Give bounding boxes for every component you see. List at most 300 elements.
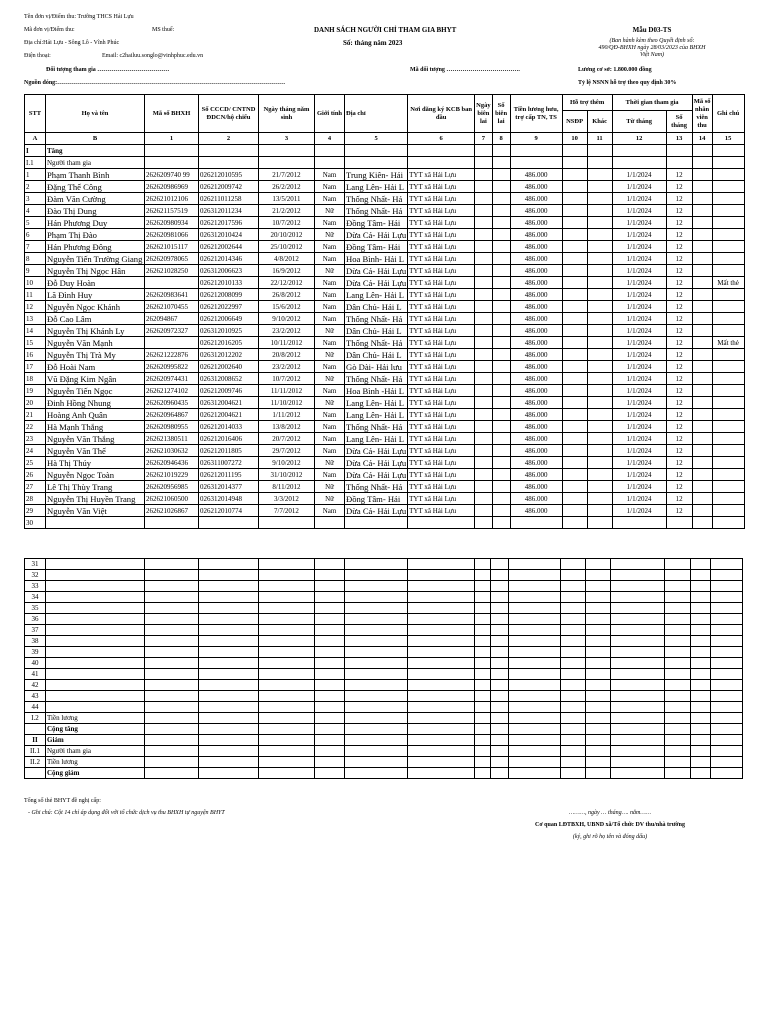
cell-name: Đặng Thế Công	[46, 181, 145, 193]
cell-empty	[692, 277, 712, 289]
cell-empty	[199, 647, 259, 658]
cell-salary: 486.000	[510, 409, 562, 421]
cell-empty	[475, 457, 492, 469]
cell-empty	[199, 724, 259, 735]
cell-kcb	[408, 517, 475, 529]
cell-empty	[562, 349, 587, 361]
cell-empty	[691, 636, 711, 647]
cell-empty	[491, 757, 509, 768]
cell-empty	[587, 337, 612, 349]
cell-gender: Nữ	[315, 373, 345, 385]
cell-empty	[587, 373, 612, 385]
cell-empty	[492, 481, 510, 493]
cell-empty	[561, 735, 586, 746]
cell-months: 12	[666, 349, 692, 361]
cell-empty	[561, 603, 586, 614]
column-index-cell: 14	[692, 133, 712, 145]
cell-stt: 19	[25, 385, 46, 397]
continuation-table	[24, 558, 743, 779]
cell-empty	[561, 592, 586, 603]
cell-empty	[665, 757, 691, 768]
cell-addr: Dân Chủ- Hải L	[345, 301, 408, 313]
cell-empty	[345, 768, 408, 779]
cell-empty	[562, 385, 587, 397]
cell-empty	[611, 735, 665, 746]
table-row	[25, 592, 743, 603]
cell-name: Hán Phương Duy	[46, 217, 145, 229]
cell-addr: Dừa Cả- Hải Lựu	[346, 505, 407, 516]
cell-name: Nguyễn Tiến Ngọc	[46, 385, 145, 397]
cell-empty	[345, 559, 408, 570]
cell-empty	[587, 409, 612, 421]
cell-note	[712, 217, 744, 229]
cell-empty	[491, 702, 509, 713]
cell-dob: 8/11/2012	[259, 481, 315, 493]
cell-from: 1/1/2024	[612, 337, 666, 349]
table-row	[25, 325, 745, 337]
section-salary-row	[25, 713, 743, 724]
cell-empty	[691, 735, 711, 746]
cell-empty	[315, 691, 345, 702]
cell-empty	[691, 625, 711, 636]
cell-empty	[475, 469, 492, 481]
table-row	[25, 313, 745, 325]
cell-salary: 486.000	[510, 337, 562, 349]
cell-empty	[491, 746, 509, 757]
cell-empty	[611, 625, 665, 636]
cell-empty	[587, 469, 612, 481]
cell-empty	[587, 349, 612, 361]
cell-dob: 1/11/2012	[259, 409, 315, 421]
cell-empty	[259, 592, 315, 603]
cell-stt: 4	[25, 205, 46, 217]
cell-dob: 13/8/2012	[259, 421, 315, 433]
cell-empty	[665, 636, 691, 647]
cell-empty	[408, 735, 475, 746]
cell-dob: 11/10/2012	[259, 397, 315, 409]
cell-months: 12	[666, 493, 692, 505]
cell-empty	[665, 691, 691, 702]
cell-note	[712, 445, 744, 457]
cell-empty	[586, 702, 611, 713]
table-row	[25, 421, 745, 433]
cell-addr: Lang Lên- Hải L	[345, 289, 408, 301]
cell-empty	[711, 713, 743, 724]
cell-empty	[199, 570, 259, 581]
cell-gender: Nữ	[315, 481, 345, 493]
cell-empty	[145, 691, 199, 702]
cell-gender: Nữ	[315, 397, 345, 409]
cell-empty	[475, 746, 491, 757]
cell-empty	[315, 625, 345, 636]
cell-empty	[692, 301, 712, 313]
cell-empty	[692, 505, 712, 517]
cell-empty	[562, 493, 587, 505]
cell-note	[712, 361, 744, 373]
cell-empty	[691, 746, 711, 757]
cell-name: Nguyễn Thị Huyền Trang	[46, 493, 145, 505]
cell-gender: Nam	[315, 445, 345, 457]
cell-empty	[491, 647, 509, 658]
cell-dob: 9/10/2012	[259, 457, 315, 469]
cell-empty	[408, 625, 475, 636]
cell-empty	[475, 702, 491, 713]
cell-empty	[259, 647, 315, 658]
cell-stt: 7	[25, 241, 46, 253]
cell-empty	[475, 481, 492, 493]
cell-empty	[475, 181, 492, 193]
cell-months: 12	[666, 433, 692, 445]
cell-note	[712, 397, 744, 409]
cell-empty	[199, 702, 259, 713]
cell-empty	[711, 614, 743, 625]
cell-addr: Đồng Tâm- Hải	[345, 217, 408, 229]
cell-empty	[692, 385, 712, 397]
cell-empty	[692, 409, 712, 421]
cell-empty	[611, 724, 665, 735]
cell-empty	[586, 636, 611, 647]
cell-name: Vũ Đặng Kim Ngân	[46, 373, 145, 385]
cell-empty	[492, 169, 510, 181]
col-receipt-date: Ngày biên lai	[475, 95, 492, 133]
cell-stt: 29	[25, 505, 46, 517]
cell-empty	[199, 559, 259, 570]
cell-empty	[492, 253, 510, 265]
cell-note	[712, 493, 744, 505]
cell-empty	[199, 669, 259, 680]
cell-empty	[611, 713, 665, 724]
table-row	[25, 229, 745, 241]
cell-stt: 5	[25, 217, 46, 229]
cell-stt: 44	[25, 702, 46, 713]
cell-empty	[145, 735, 199, 746]
cell-stt: 21	[25, 409, 46, 421]
cell-empty	[586, 592, 611, 603]
cell-empty	[315, 669, 345, 680]
cell-label	[46, 636, 145, 647]
table-row	[25, 517, 745, 529]
cell-gender: Nữ	[315, 265, 345, 277]
cell-kcb: TYT xã Hải Lựu	[408, 229, 475, 241]
cell-salary: 486.000	[510, 469, 562, 481]
cell-empty	[315, 570, 345, 581]
cell-addr: Dừa Cả- Hải Lựu	[346, 469, 407, 480]
cell-empty	[691, 702, 711, 713]
cell-label	[46, 603, 145, 614]
cell-empty	[561, 746, 586, 757]
cell-empty	[315, 746, 345, 757]
cell-months: 12	[666, 361, 692, 373]
cell-from: 1/1/2024	[612, 457, 666, 469]
cell-bhxh: 2626209740 99	[145, 169, 199, 181]
cell-empty	[711, 702, 743, 713]
cell-empty	[199, 713, 259, 724]
cell-dob: 26/2/2012	[259, 181, 315, 193]
cell-label	[46, 647, 145, 658]
column-index-cell: 8	[492, 133, 510, 145]
cell-kcb: TYT xã Hải Lựu	[408, 505, 475, 517]
cell-empty	[491, 603, 509, 614]
column-index-cell: B	[46, 133, 145, 145]
cell-empty	[692, 337, 712, 349]
cell-salary: 486.000	[510, 229, 562, 241]
cell-from: 1/1/2024	[612, 301, 666, 313]
cell-empty	[691, 768, 711, 779]
cell-empty	[199, 625, 259, 636]
cell-gender: Nam	[315, 181, 345, 193]
cell-empty	[562, 421, 587, 433]
cell-empty	[199, 658, 259, 669]
cell-stt: 43	[25, 691, 46, 702]
cell-gender: Nam	[315, 241, 345, 253]
cell-months: 12	[666, 241, 692, 253]
cell-empty	[562, 313, 587, 325]
cell-bhxh: 262620981066	[145, 229, 199, 241]
cell-dob: 26/8/2012	[259, 289, 315, 301]
cell-stt: 34	[25, 592, 46, 603]
cell-empty	[492, 517, 510, 529]
cell-stt: 31	[25, 559, 46, 570]
column-index-cell: 7	[475, 133, 492, 145]
cell-empty	[259, 658, 315, 669]
subject-group: Đối tượng tham gia ………………………………	[46, 67, 170, 73]
cell-empty	[492, 421, 510, 433]
cell-name: Hà Mạnh Thắng	[46, 421, 145, 433]
cell-empty	[475, 757, 491, 768]
cell-stt: 13	[25, 313, 46, 325]
cell-dob: 23/2/2012	[259, 361, 315, 373]
cell-bhxh: 262621030632	[145, 445, 199, 457]
cell-empty	[561, 625, 586, 636]
column-index-cell: 6	[408, 133, 475, 145]
cell-empty	[492, 181, 510, 193]
table-row	[25, 658, 743, 669]
cell-cccd: 026212009746	[199, 385, 259, 397]
cell-stt: 11	[25, 289, 46, 301]
cell-empty	[199, 636, 259, 647]
section-dec-salary-row	[25, 757, 743, 768]
participant-table	[24, 94, 745, 529]
document-number: Số: tháng năm 2023	[343, 39, 403, 47]
cell-empty	[345, 702, 408, 713]
cell-addr: Đồng Tâm- Hải	[345, 493, 408, 505]
cell-empty	[509, 603, 561, 614]
cell-empty	[587, 361, 612, 373]
cell-empty	[475, 493, 492, 505]
cell-empty	[492, 373, 510, 385]
cell-empty	[315, 581, 345, 592]
cell-empty	[492, 289, 510, 301]
cell-empty	[475, 713, 491, 724]
cell-cccd: 026212004621	[199, 409, 259, 421]
cell-dob: 21/2/2012	[259, 205, 315, 217]
cell-empty	[315, 713, 345, 724]
table-row	[25, 603, 743, 614]
support-rate: Tỷ lệ NSNN hỗ trợ theo quy định 30%	[578, 80, 677, 86]
cell-dob: 21/7/2012	[259, 169, 315, 181]
cell-empty	[691, 757, 711, 768]
cell-from: 1/1/2024	[612, 217, 666, 229]
total-cards: Tổng số thẻ BHYT đề nghị cấp:	[24, 798, 101, 804]
cell-from: 1/1/2024	[612, 421, 666, 433]
section-decrease-row	[25, 735, 743, 746]
cell-cccd: 026212010774	[199, 505, 259, 517]
cell-empty	[692, 205, 712, 217]
cell-empty	[665, 559, 691, 570]
cell-empty	[492, 337, 510, 349]
cell-empty	[408, 559, 475, 570]
cell-kcb: TYT xã Hải Lựu	[408, 265, 475, 277]
cell-empty	[475, 559, 491, 570]
column-index-cell: 9	[510, 133, 562, 145]
cell-empty	[145, 713, 199, 724]
cell-empty	[475, 373, 492, 385]
cell-gender: Nam	[315, 409, 345, 421]
cell-months: 12	[666, 289, 692, 301]
cell-empty	[586, 757, 611, 768]
cell-empty	[691, 691, 711, 702]
cell-empty	[587, 181, 612, 193]
cell-empty	[561, 647, 586, 658]
table-row	[25, 277, 745, 289]
cell-empty	[611, 658, 665, 669]
cell-empty	[561, 702, 586, 713]
cell-bhxh: 262620972327	[145, 325, 199, 337]
cell-empty	[561, 724, 586, 735]
cell-empty	[665, 603, 691, 614]
cell-stt: 38	[25, 636, 46, 647]
cell-bhxh: 262620964867	[145, 409, 199, 421]
cell-empty	[475, 724, 491, 735]
col-receipt-no: Số biên lai	[492, 95, 510, 133]
cell-empty	[315, 757, 345, 768]
cell-empty	[315, 614, 345, 625]
cell-addr: Thống Nhất- Hả	[345, 205, 408, 217]
cell-empty	[509, 559, 561, 570]
cell-empty	[475, 517, 492, 529]
cell-months: 12	[666, 421, 692, 433]
cell-cccd: 026212014346	[199, 253, 259, 265]
cell-empty	[145, 625, 199, 636]
cell-empty	[692, 253, 712, 265]
cell-cccd: 026211011258	[199, 193, 259, 205]
cell-empty	[692, 181, 712, 193]
cell-name: Hà Thị Thúy	[46, 457, 145, 469]
cell-empty	[475, 625, 491, 636]
unit-name: Tên đơn vị/Điểm thu: Trường THCS Hải Lựu	[24, 14, 134, 20]
cell-empty	[492, 493, 510, 505]
table-row	[25, 691, 743, 702]
col-stt: STT	[25, 95, 46, 133]
cell-stt: 33	[25, 581, 46, 592]
cell-empty	[259, 570, 315, 581]
cell-stt: 30	[25, 517, 46, 529]
cell-dob: 20/7/2012	[259, 433, 315, 445]
cell-empty	[315, 702, 345, 713]
cell-from: 1/1/2024	[612, 481, 666, 493]
cell-empty	[587, 445, 612, 457]
table-row	[25, 217, 745, 229]
cell-empty	[345, 603, 408, 614]
cell-months: 12	[666, 277, 692, 289]
cell-salary: 486.000	[510, 181, 562, 193]
cell-empty	[587, 253, 612, 265]
cell-empty	[315, 559, 345, 570]
cell-empty	[475, 680, 491, 691]
cell-bhxh: 262621380511	[145, 433, 199, 445]
cell-empty	[562, 301, 587, 313]
table-row	[25, 169, 745, 181]
cell-empty	[259, 680, 315, 691]
cell-salary: 486.000	[510, 169, 562, 181]
cell-name: Đỗ Cao Lâm	[46, 313, 145, 325]
cell-empty	[586, 658, 611, 669]
unit-phone: Điện thoại:	[24, 53, 51, 59]
cell-empty	[492, 205, 510, 217]
cell-label	[46, 614, 145, 625]
cell-addr: Lang Lên- Hải L	[345, 433, 408, 445]
column-index-cell: 13	[666, 133, 692, 145]
cell-empty	[611, 603, 665, 614]
cell-empty	[199, 603, 259, 614]
column-index-cell: 15	[712, 133, 744, 145]
cell-empty	[562, 373, 587, 385]
cell-empty	[492, 361, 510, 373]
table-row	[25, 457, 745, 469]
cell-empty	[491, 724, 509, 735]
cell-dob: 11/11/2012	[259, 385, 315, 397]
cell-empty	[691, 581, 711, 592]
cell-empty	[491, 735, 509, 746]
cell-cccd: 026312014377	[199, 481, 259, 493]
cell-empty	[199, 614, 259, 625]
cell-empty	[475, 217, 492, 229]
cell-stt: 9	[25, 265, 46, 277]
cell-empty	[711, 559, 743, 570]
cell-gender: Nam	[315, 193, 345, 205]
cell-kcb: TYT xã Hải Lựu	[408, 241, 475, 253]
cell-empty	[345, 581, 408, 592]
cell-empty	[692, 193, 712, 205]
cell-empty	[345, 570, 408, 581]
cell-addr: Thống Nhất- Hả	[345, 337, 408, 349]
date-line: ………, ngày … tháng…. năm……	[568, 810, 651, 816]
cell-empty	[345, 724, 408, 735]
cell-note	[712, 469, 744, 481]
cell-empty	[586, 581, 611, 592]
cell-note	[712, 289, 744, 301]
cell-cccd: 026311007272	[199, 457, 259, 469]
cell-addr: Dừa Cả- Hải Lựu	[346, 457, 407, 468]
cell-empty	[692, 349, 712, 361]
cell-addr: Đồng Tâm- Hải	[345, 241, 408, 253]
cell-cccd: 026212022997	[199, 301, 259, 313]
cell-name: Phạm Thị Đào	[46, 229, 145, 241]
cell-empty	[475, 385, 492, 397]
cell-label	[46, 658, 145, 669]
cell-salary: 486.000	[510, 253, 562, 265]
cell-empty	[492, 313, 510, 325]
cell-empty	[562, 445, 587, 457]
cell-empty	[587, 301, 612, 313]
cell-cccd: 026312010424	[199, 229, 259, 241]
cell-kcb: TYT xã Hải Lựu	[408, 349, 475, 361]
cell-stt	[25, 724, 46, 735]
cell-stt: I.2	[25, 713, 46, 724]
cell-empty	[562, 325, 587, 337]
cell-addr: Thống Nhất- Hả	[345, 373, 408, 385]
cell-empty	[475, 421, 492, 433]
